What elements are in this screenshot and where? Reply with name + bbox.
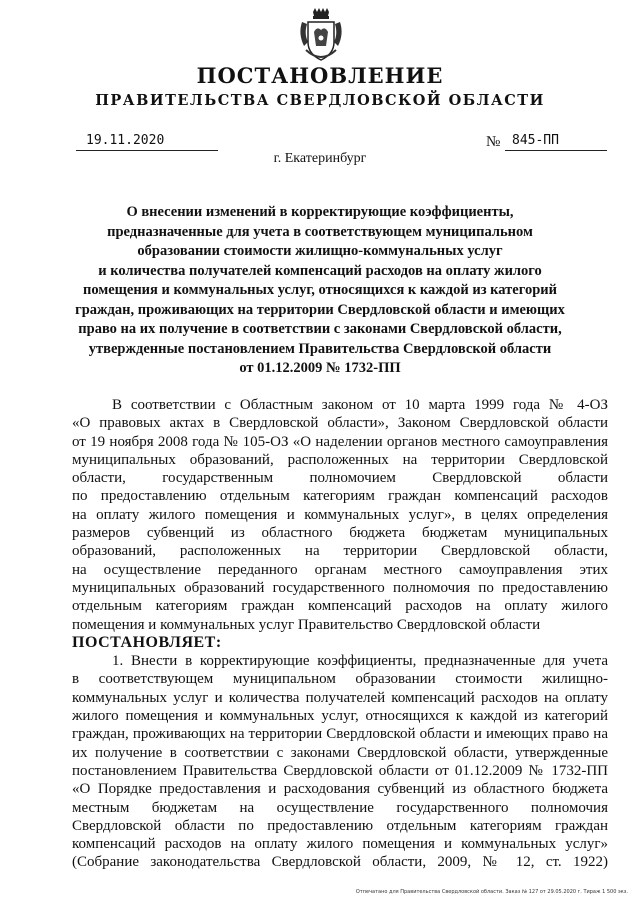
issue-city: г. Екатеринбург: [273, 151, 367, 166]
preamble-line: образований, расположенных на территории Свердловской области,: [72, 543, 608, 560]
preamble-line: на осуществление переданного органам местного самоуправления этих: [72, 561, 608, 578]
item-line: в соответствующем муниципальном образовании стоимости жилищно-: [72, 671, 608, 688]
preamble-line: муниципальных образований государственного полномочия по предоставлению: [72, 579, 608, 596]
preamble-line: на оплату жилого помещения и коммунальных услуг», в целях определения: [72, 506, 608, 523]
item-line: коммунальных услуг и количества получателей компенсаций расходов на оплату: [72, 689, 608, 706]
preamble-paragraph: [72, 396, 608, 872]
item-line: их получение в соответствии с законами Свердловской области, утвержденные: [72, 744, 608, 761]
preamble-line: отдельным категориям граждан компенсаций расходов на оплату жилого: [72, 598, 608, 615]
preamble-line: области, государственным полномочием Свердловской области: [72, 470, 608, 487]
item-line: компенсаций расходов на оплату жилого помещения и коммунальных услуг»: [72, 836, 608, 853]
document-number: 845-ПП: [512, 133, 559, 148]
coat-of-arms-emblem: [298, 8, 344, 64]
resolve-heading: ПОСТАНОВЛЯЕТ:: [72, 633, 222, 651]
heading-line: право на их получение в соответствии с законами Свердловской области,: [78, 321, 562, 337]
heading-line: и количества получателей компенсаций расходов на оплату жилого: [98, 262, 542, 279]
heading-line: от 01.12.2009 № 1732-ПП: [239, 360, 401, 376]
item-line: жилого помещения и коммунальных услуг, относящихся к каждой из категорий: [72, 708, 608, 725]
item-line: граждан, проживающих на территории Свердловской области и имеющих право на: [72, 726, 608, 743]
preamble-line: по предоставлению отдельным категориям граждан компенсаций расходов: [72, 488, 608, 505]
preamble-line: муниципальных образований, расположенных на территории Свердловской: [72, 451, 608, 468]
heading-line: утвержденные постановлением Правительства Свердловской области: [88, 340, 552, 357]
document-date: 19.11.2020: [86, 133, 165, 148]
heading-line: граждан, проживающих на территории Свердловской области и имеющих: [75, 301, 565, 318]
preamble-line: от 19 ноября 2008 года № 105-ОЗ «О наделении органов местного самоуправления: [72, 433, 608, 450]
heading-line: О внесении изменений в корректирующие коэффициенты,: [126, 204, 514, 220]
heading-line: помещения и коммунальных услуг, относящихся к каждой из категорий: [83, 282, 557, 298]
heading-line: образовании стоимости жилищно-коммунальных услуг: [137, 243, 503, 259]
number-sign: №: [486, 134, 501, 150]
document-heading: [70, 203, 570, 379]
item-line: 1. Внести в корректирующие коэффициенты, предназначенные для учета: [112, 653, 608, 670]
preamble-line: помещения и коммунальных услуг Правительство Свердловской области: [72, 616, 541, 633]
document-title: ПОСТАНОВЛЕНИЕ: [196, 63, 444, 88]
preamble-line: В соответствии с Областным законом от 10 марта 1999 года № 4-ОЗ: [112, 397, 608, 413]
item-line: «О Порядке предоставления и расходования субвенций из областного бюджета: [72, 781, 608, 798]
heading-line: предназначенные для учета в соответствующем муниципальном: [107, 223, 533, 240]
item-line: Свердловской области по предоставлению отдельным категориям граждан: [72, 817, 608, 834]
item-line: постановлением Правительства Свердловской области от 01.12.2009 № 1732-ПП: [72, 762, 608, 779]
print-footer: Отпечатано для Правительства Свердловской области. Заказ № 127 от 29.05.2020 г. Тираж 1 500 экз.: [355, 889, 628, 895]
item-line: (Собрание законодательства Свердловской области, 2009, № 12, ст. 1922): [72, 854, 608, 871]
preamble-line: размеров субвенций из областного бюджета бюджетам муниципальных: [72, 525, 608, 542]
item-line: местным бюджетам на осуществление государственного полномочия: [72, 799, 608, 816]
issuing-authority: ПРАВИТЕЛЬСТВА СВЕРДЛОВСКОЙ ОБЛАСТИ: [95, 92, 545, 109]
preamble-line: «О правовых актах в Свердловской области», Законом Свердловской области: [72, 415, 608, 432]
